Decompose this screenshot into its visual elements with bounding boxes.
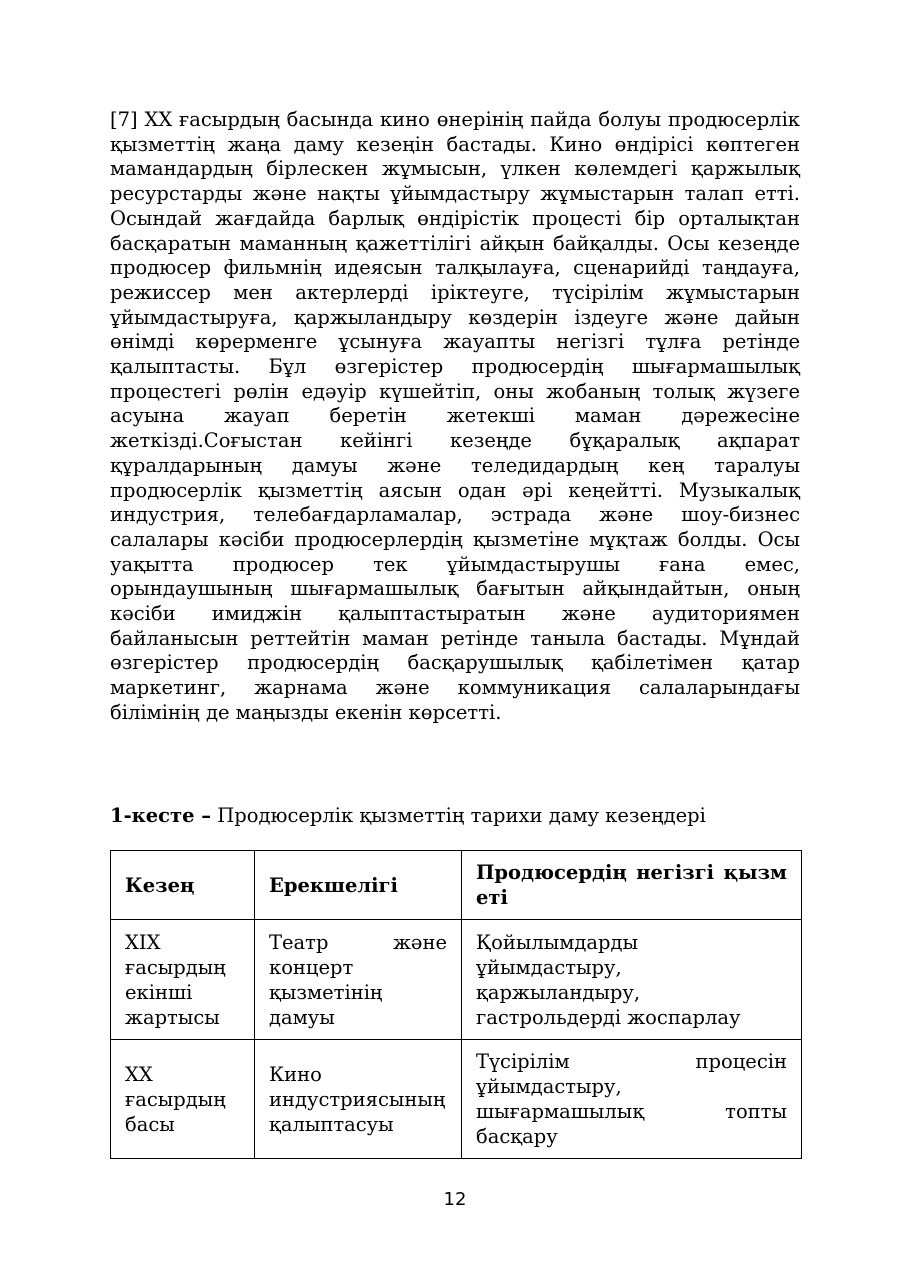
table-row (111, 1040, 802, 1159)
cell-feature: Кино индустриясының қалыптасуы (255, 1040, 462, 1159)
header-period: Кезең (111, 851, 255, 920)
table-header-row (111, 851, 802, 920)
cell-main-function: Қойылымдарды ұйымдастыру, қаржыландыру, гастрольдерді жоспарлау (462, 920, 802, 1040)
table-caption-label: 1-кесте – (110, 804, 212, 827)
cell-main-function: Түсірілім процесін ұйымдастыру, шығармашылық топты басқару (462, 1040, 802, 1159)
table-row (111, 920, 802, 1040)
header-main-function: Продюсердің негізгі қызметі (462, 851, 802, 920)
body-paragraph: [7] XX ғасырдың басында кино өнерінің пайда болуы продюсерлік қызметтің жаңа даму кезеңін бастады. Кино өндірісі көптеген мамандардың бірлескен жұмысын, үлкен көлемдегі қаржылық ресурстарды және нақты ұйымдастыру жұмыстарын талап етті. Осындай жағдайда барлық өндірістік процесті бір орталықтан басқаратын маманның қажеттілігі айқын байқалды. Осы кезеңде продюсер фильмнің идеясын талқылауға, сценарийді таңдауға, режиссер мен актерлерді іріктеуге, түсірілім жұмыстарын ұйымдастыруға, қаржыландыру көздерін іздеуге және дайын өнімді көрерменге ұсынуға жауапты негізгі тұлға ретінде қалыптасты. Бұл өзгерістер продюсердің шығармашылық процестегі рөлін едәуір күшейтіп, оны жобаның толық жүзеге асуына жауап беретін жетекші маман дәрежесіне жеткізді.Соғыстан кейінгі кезеңде бұқаралық ақпарат құралдарының дамуы және теледидардың кең таралуы продюсерлік қызметтің аясын одан әрі кеңейтті. Музыкалық индустрия, телебағдарламалар, эстрада және шоу-бизнес салалары кәсіби продюсерлердің қызметіне мұқтаж болды. Осы уақытта продюсер тек ұйымдастырушы ғана емес, орындаушының шығармашылық бағытын айқындайтын, оның кәсіби имиджін қалыптастыратын және аудиториямен байланысын реттейтін маман ретінде танылa бастады. Мұндай өзгерістер продюсердің басқарушылық қабілетімен қатар маркетинг, жарнама және коммуникация салаларындағы білімінің де маңызды екенін көрсетті. (110, 108, 800, 724)
cell-period: XIX ғасырдың екінші жартысы (111, 920, 255, 1040)
header-feature: Ерекшелігі (255, 851, 462, 920)
cell-period: XX ғасырдың басы (111, 1040, 255, 1159)
page-number: 12 (443, 1189, 467, 1210)
table-caption-text: Продюсерлік қызметтің тарихи даму кезеңдері (211, 804, 706, 827)
cell-feature: Театр және концерт қызметінің дамуы (255, 920, 462, 1040)
periods-table (110, 850, 802, 1159)
table-caption (110, 803, 800, 829)
